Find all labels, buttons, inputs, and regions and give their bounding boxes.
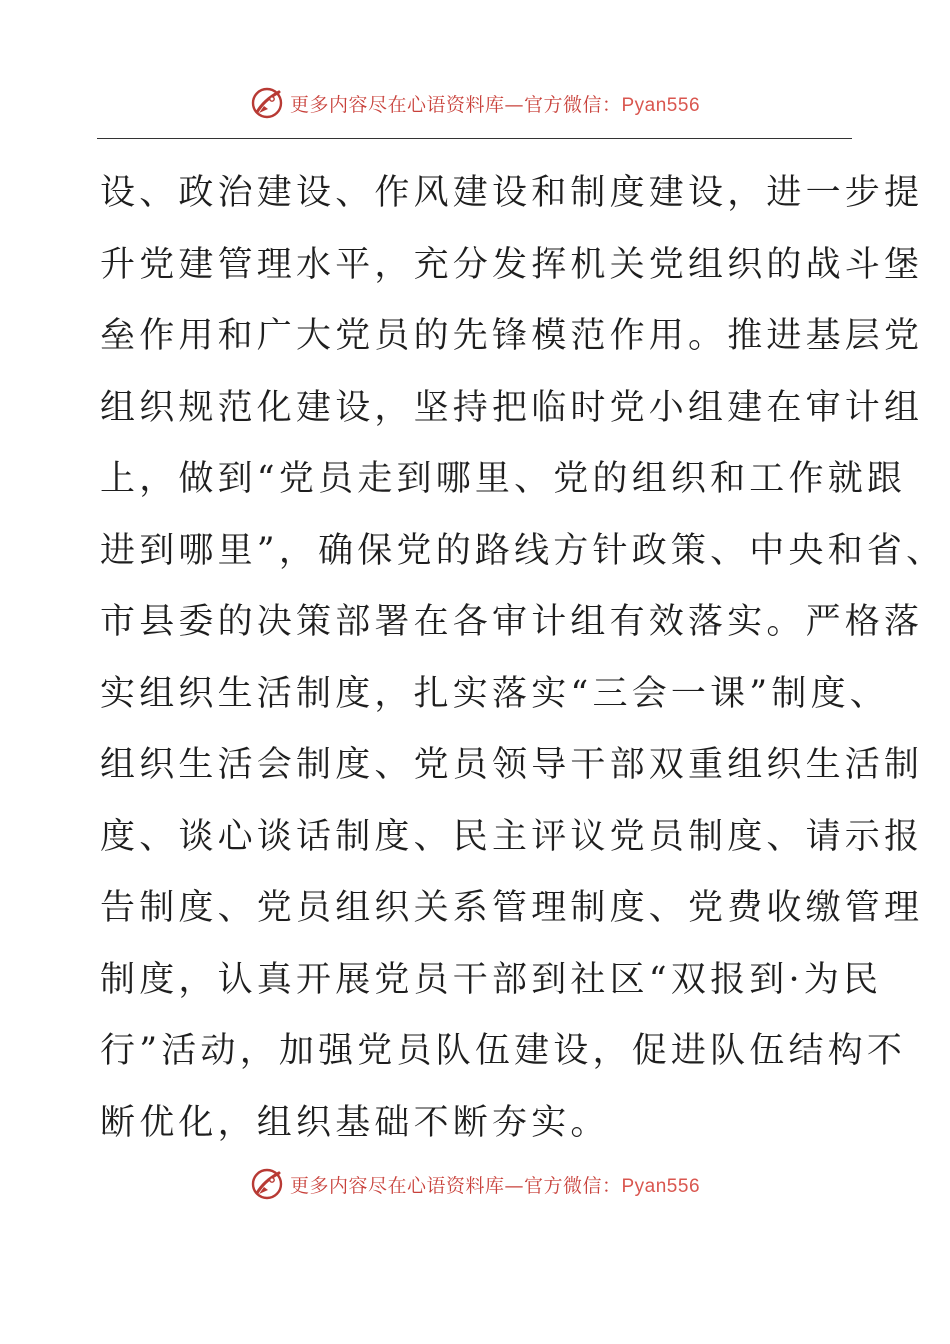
text-line: 度、谈心谈话制度、民主评议党员制度、请示报	[100, 816, 924, 857]
text-line: 行”活动，加强党员队伍建设，促进队伍结构不	[100, 1031, 907, 1071]
text-line: 断优化，组织基础不断夯实。	[100, 1102, 610, 1143]
text-line: 设、政治建设、作风建设和制度建设，进一步提	[100, 173, 924, 213]
text-line: 告制度、党员组织关系管理制度、党费收缴管理	[100, 888, 924, 928]
text-line: 组织规范化建设，坚持把临时党小组建在审计组	[100, 387, 924, 428]
footer-banner-text	[290, 1171, 700, 1198]
text-line: 组织生活会制度、党员领导干部双重组织生活制	[100, 745, 924, 785]
header-banner-label: 更多内容尽在心语资料库—官方微信：	[289, 93, 622, 116]
header-divider	[97, 138, 852, 139]
footer-banner-label: 更多内容尽在心语资料库—官方微信：	[289, 1174, 622, 1197]
text-line: 垒作用和广大党员的先锋模范作用。推进基层党	[100, 316, 924, 356]
text-line: 升党建管理水平，充分发挥机关党组织的战斗堡	[100, 244, 924, 285]
header-wechat-id: Pyan556	[621, 94, 701, 116]
header-banner	[0, 81, 950, 125]
footer-banner	[0, 1162, 950, 1206]
text-line: 制度，认真开展党员干部到社区“双报到·为民	[100, 959, 883, 1000]
pen-nib-logo-icon	[250, 86, 284, 120]
text-line: 上，做到“党员走到哪里、党的组织和工作就跟	[100, 459, 907, 499]
text-line: 市县委的决策部署在各审计组有效落实。严格落	[100, 602, 924, 642]
document-body	[100, 158, 946, 1159]
footer-wechat-id: Pyan556	[621, 1175, 701, 1197]
text-line: 实组织生活制度，扎实落实“三会一课”制度、	[100, 673, 889, 714]
header-banner-text	[290, 90, 700, 117]
pen-nib-logo-icon	[250, 1167, 284, 1201]
text-line: 进到哪里”，确保党的路线方针政策、中央和省、	[100, 530, 946, 571]
